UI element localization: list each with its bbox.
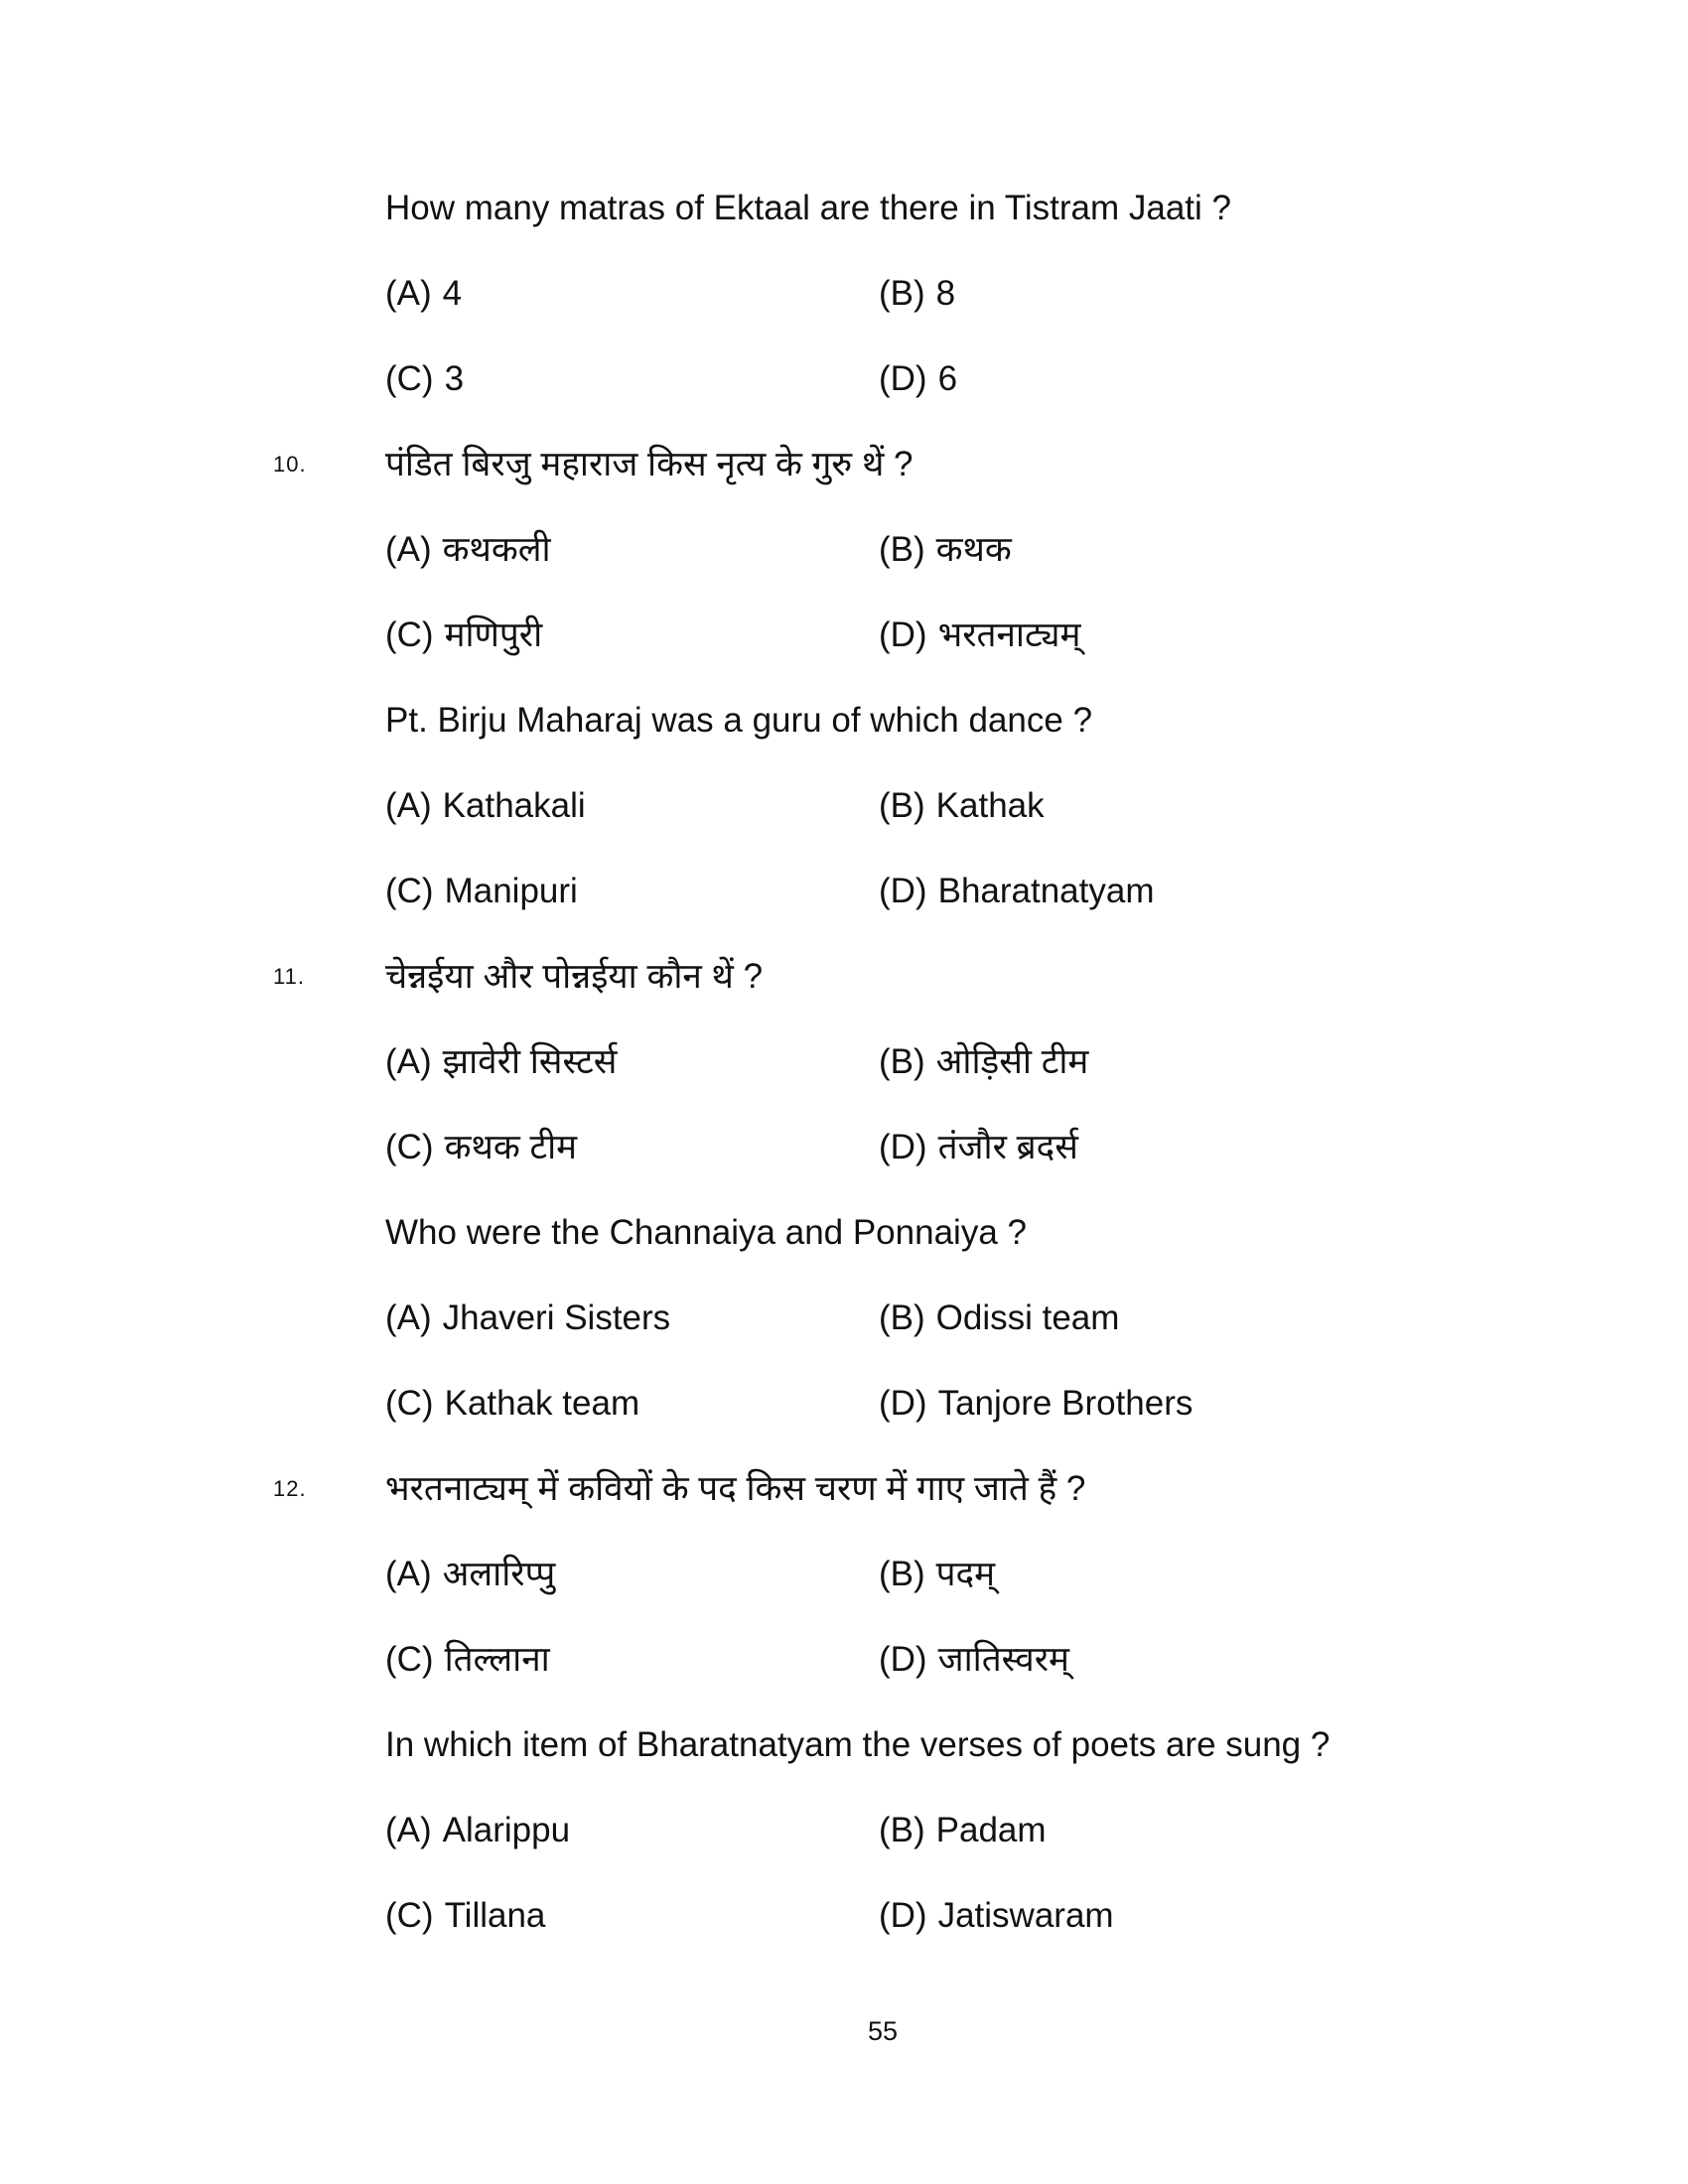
option-text: 4 [442, 274, 463, 313]
question-text: चेन्नईया और पोन्नईया कौन थें ? [385, 957, 764, 996]
option-text: Kathakali [442, 786, 586, 825]
options-row [0, 593, 1688, 678]
option-label: (C) [385, 359, 434, 398]
options-row [0, 1873, 1688, 1959]
options-row [0, 507, 1688, 593]
options-row [0, 849, 1688, 934]
question-text: In which item of Bharatnatyam the verses of poets are sung ? [385, 1725, 1331, 1764]
question-text: पंडित बिरजु महाराज किस नृत्य के गुरु थें ? [385, 445, 914, 483]
option-d [879, 1873, 1114, 1959]
option-a [385, 1788, 570, 1873]
question-row [0, 934, 1688, 1020]
options-row [0, 1020, 1688, 1105]
option-label: (A) [385, 1555, 432, 1593]
option-label: (A) [385, 1811, 432, 1849]
question-number: 10. [273, 452, 307, 477]
option-label: (D) [879, 872, 927, 910]
options-row [0, 1617, 1688, 1703]
option-d [879, 1617, 1069, 1703]
option-text: भरतनाट्यम् [937, 615, 1081, 654]
option-a [385, 1532, 555, 1617]
option-text: मणिपुरी [444, 615, 543, 654]
option-d [879, 849, 1155, 934]
option-text: Jhaveri Sisters [442, 1298, 671, 1337]
option-text: जातिस्वरम् [937, 1640, 1069, 1679]
option-b [879, 1020, 1088, 1105]
question-row [0, 1446, 1688, 1532]
option-c [385, 1361, 639, 1446]
option-a [385, 1020, 617, 1105]
option-text: पदम् [935, 1555, 996, 1593]
option-c [385, 849, 578, 934]
option-b [879, 251, 955, 337]
option-label: (A) [385, 530, 432, 569]
options-row [0, 251, 1688, 337]
question-row [0, 166, 1688, 251]
option-d [879, 337, 957, 422]
options-row [0, 1361, 1688, 1446]
option-label: (D) [879, 1384, 927, 1423]
question-block [0, 1190, 1688, 1446]
option-label: (C) [385, 1384, 434, 1423]
option-b [879, 1532, 995, 1617]
question-row [0, 422, 1688, 507]
option-a [385, 251, 462, 337]
option-label: (D) [879, 1896, 927, 1935]
question-block [0, 422, 1688, 678]
option-text: ओड़िसी टीम [935, 1042, 1089, 1081]
option-text: Bharatnatyam [937, 872, 1155, 910]
option-text: कथकली [442, 530, 551, 569]
options-row [0, 1105, 1688, 1190]
option-label: (C) [385, 1640, 434, 1679]
question-text: Pt. Birju Maharaj was a guru of which dance ? [385, 701, 1093, 740]
option-text: Padam [935, 1811, 1047, 1849]
option-label: (B) [879, 1042, 925, 1081]
option-text: कथक [935, 530, 1012, 569]
options-row [0, 1532, 1688, 1617]
question-row [0, 1703, 1688, 1788]
options-row [0, 1276, 1688, 1361]
question-number: 12. [273, 1476, 307, 1501]
options-row [0, 337, 1688, 422]
option-a [385, 507, 551, 593]
option-c [385, 1105, 577, 1190]
option-d [879, 1361, 1193, 1446]
option-label: (A) [385, 1298, 432, 1337]
option-label: (A) [385, 786, 432, 825]
option-label: (C) [385, 872, 434, 910]
option-text: Kathak team [444, 1384, 640, 1423]
option-text: Alarippu [442, 1811, 571, 1849]
option-text: Manipuri [444, 872, 578, 910]
option-text: झावेरी सिस्टर्स [442, 1042, 618, 1081]
option-d [879, 593, 1080, 678]
question-row [0, 1190, 1688, 1276]
option-text: Tanjore Brothers [937, 1384, 1194, 1423]
option-text: तिल्लाना [444, 1640, 550, 1679]
option-text: 3 [444, 359, 465, 398]
question-text: Who were the Channaiya and Ponnaiya ? [385, 1213, 1027, 1252]
option-c [385, 593, 542, 678]
option-text: 6 [937, 359, 958, 398]
option-text: तंजौर ब्रदर्स [937, 1128, 1078, 1166]
options-row [0, 1788, 1688, 1873]
question-text: How many matras of Ektaal are there in Tistram Jaati ? [385, 189, 1231, 227]
question-text: भरतनाट्यम् में कवियों के पद किस चरण में गाए जाते हैं ? [385, 1469, 1086, 1508]
option-label: (A) [385, 1042, 432, 1081]
question-row [0, 678, 1688, 763]
option-text: Odissi team [935, 1298, 1120, 1337]
option-b [879, 1788, 1047, 1873]
page-number: 55 [867, 2016, 899, 2046]
option-text: Tillana [444, 1896, 546, 1935]
options-row [0, 763, 1688, 849]
option-b [879, 1276, 1119, 1361]
question-number: 11. [273, 964, 305, 989]
option-label: (D) [879, 615, 927, 654]
question-block [0, 934, 1688, 1190]
option-b [879, 507, 1012, 593]
option-label: (A) [385, 274, 432, 313]
option-a [385, 1276, 670, 1361]
option-label: (D) [879, 1128, 927, 1166]
option-label: (C) [385, 1128, 434, 1166]
option-label: (D) [879, 1640, 927, 1679]
option-label: (B) [879, 1811, 925, 1849]
option-label: (B) [879, 1298, 925, 1337]
option-text: कथक टीम [444, 1128, 578, 1166]
option-label: (B) [879, 530, 925, 569]
option-c [385, 337, 464, 422]
option-text: Jatiswaram [937, 1896, 1114, 1935]
option-label: (C) [385, 1896, 434, 1935]
option-c [385, 1617, 550, 1703]
option-text: अलारिप्पु [442, 1555, 556, 1593]
question-block [0, 1703, 1688, 1959]
option-label: (B) [879, 274, 925, 313]
option-a [385, 763, 586, 849]
option-label: (C) [385, 615, 434, 654]
option-text: 8 [935, 274, 956, 313]
question-block [0, 678, 1688, 934]
option-c [385, 1873, 545, 1959]
option-label: (D) [879, 359, 927, 398]
question-block [0, 1446, 1688, 1703]
option-label: (B) [879, 1555, 925, 1593]
questions-area [0, 166, 1688, 1959]
option-d [879, 1105, 1078, 1190]
option-label: (B) [879, 786, 925, 825]
option-b [879, 763, 1045, 849]
question-block [0, 166, 1688, 422]
option-text: Kathak [935, 786, 1045, 825]
